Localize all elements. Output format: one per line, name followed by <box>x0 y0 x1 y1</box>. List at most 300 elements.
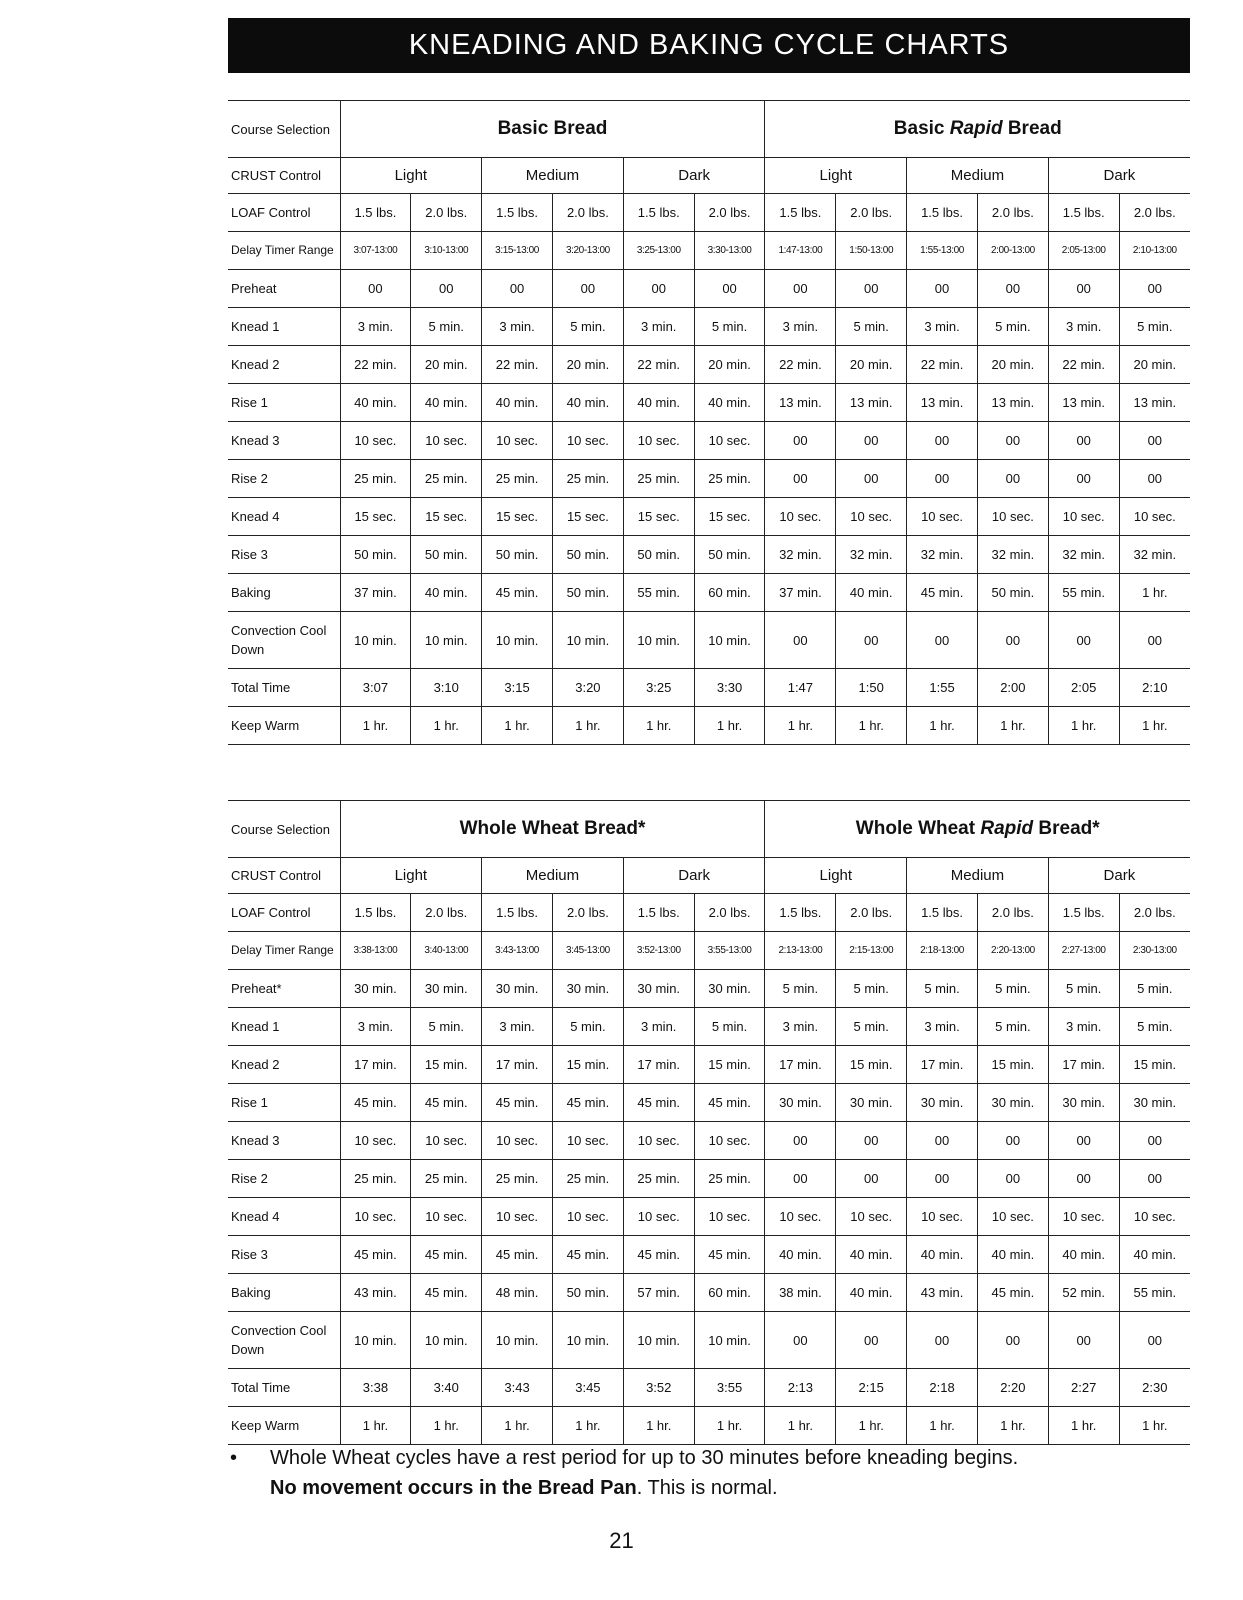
table-cell: 40 min. <box>977 1236 1048 1274</box>
rise3-row <box>228 1236 1190 1274</box>
table-cell: 00 <box>907 1160 978 1198</box>
bullet-glyph: • <box>230 1447 238 1469</box>
table-cell: 10 sec. <box>836 498 907 536</box>
loaf-size-cell: 1.5 lbs. <box>765 194 836 232</box>
table-cell: 5 min. <box>836 308 907 346</box>
table-cell: 00 <box>1119 1312 1190 1369</box>
table-cell: 10 sec. <box>694 422 765 460</box>
table-cell: 10 sec. <box>340 422 411 460</box>
table-cell: 45 min. <box>552 1084 623 1122</box>
table-cell: 50 min. <box>552 1274 623 1312</box>
table-cell: 10 sec. <box>340 1122 411 1160</box>
table-cell: 3:38-13:00 <box>340 932 411 970</box>
table-cell: 00 <box>411 270 482 308</box>
table-cell: 2:05-13:00 <box>1048 232 1119 270</box>
table-cell: 10 min. <box>411 1312 482 1369</box>
table-cell: 40 min. <box>907 1236 978 1274</box>
loaf-size-cell: 1.5 lbs. <box>340 194 411 232</box>
table-cell: 3 min. <box>340 308 411 346</box>
table-cell: 45 min. <box>411 1236 482 1274</box>
table-cell: 10 sec. <box>907 498 978 536</box>
table-cell: 30 min. <box>907 1084 978 1122</box>
baking-row <box>228 1274 1190 1312</box>
table-cell: 60 min. <box>694 1274 765 1312</box>
note-line-2-rest: . This is normal. <box>636 1477 778 1499</box>
table-cell: 10 sec. <box>552 1198 623 1236</box>
table-cell: 30 min. <box>482 970 553 1008</box>
cool-row <box>228 612 1190 669</box>
table-cell: 1:47 <box>765 669 836 707</box>
table-cell: 15 min. <box>552 1046 623 1084</box>
table-cell: 00 <box>836 612 907 669</box>
table-cell: 3 min. <box>765 1008 836 1046</box>
table-cell: 2:15 <box>836 1369 907 1407</box>
delay-row <box>228 232 1190 270</box>
table-cell: 3:45 <box>552 1369 623 1407</box>
rise3-label: Rise 3 <box>228 1236 340 1274</box>
total-row <box>228 669 1190 707</box>
table-cell: 43 min. <box>907 1274 978 1312</box>
table-cell: 25 min. <box>340 460 411 498</box>
table-cell: 00 <box>977 1312 1048 1369</box>
table-cell: 00 <box>836 460 907 498</box>
table-cell: 45 min. <box>623 1236 694 1274</box>
loaf-control-label: LOAF Control <box>228 194 340 232</box>
table-cell: 1 hr. <box>482 707 553 745</box>
total-label: Total Time <box>228 669 340 707</box>
table-cell: 22 min. <box>623 346 694 384</box>
table-cell: 45 min. <box>411 1084 482 1122</box>
table-cell: 45 min. <box>694 1084 765 1122</box>
table-cell: 00 <box>1048 1160 1119 1198</box>
table-cell: 2:27-13:00 <box>1048 932 1119 970</box>
warm-label: Keep Warm <box>228 1407 340 1445</box>
table-cell: 10 sec. <box>623 1198 694 1236</box>
table-cell: 25 min. <box>623 1160 694 1198</box>
table-cell: 00 <box>977 612 1048 669</box>
bread-type-name: Whole Wheat Bread* <box>459 818 646 839</box>
table-cell: 20 min. <box>836 346 907 384</box>
table-cell: 1:50 <box>836 669 907 707</box>
table-cell: 13 min. <box>1048 384 1119 422</box>
table-cell: 10 min. <box>340 612 411 669</box>
table-cell: 40 min. <box>836 1274 907 1312</box>
baking-row <box>228 574 1190 612</box>
table-cell: 00 <box>977 270 1048 308</box>
table-cell: 1 hr. <box>552 1407 623 1445</box>
loaf-size-cell: 2.0 lbs. <box>836 894 907 932</box>
baking-label: Baking <box>228 1274 340 1312</box>
bread-type-emphasis: Rapid <box>949 118 1003 139</box>
table-cell: 2:10-13:00 <box>1119 232 1190 270</box>
table-cell: 38 min. <box>765 1274 836 1312</box>
table-cell: 00 <box>1048 1122 1119 1160</box>
table-cell: 1:50-13:00 <box>836 232 907 270</box>
table-cell: 00 <box>552 270 623 308</box>
table-cell: 17 min. <box>765 1046 836 1084</box>
table-cell: 32 min. <box>907 536 978 574</box>
table-cell: 3:52-13:00 <box>623 932 694 970</box>
crust-control-label: CRUST Control <box>228 158 340 194</box>
rise2-label: Rise 2 <box>228 460 340 498</box>
loaf-size-cell: 1.5 lbs. <box>907 894 978 932</box>
table-cell: 10 min. <box>623 612 694 669</box>
loaf-control-row <box>228 194 1190 232</box>
table-cell: 3 min. <box>340 1008 411 1046</box>
rise1-label: Rise 1 <box>228 384 340 422</box>
bread-type-header <box>765 101 1190 158</box>
table-cell: 30 min. <box>623 970 694 1008</box>
table-cell: 40 min. <box>836 1236 907 1274</box>
crust-level-cell: Dark <box>1048 158 1190 194</box>
table-cell: 13 min. <box>836 384 907 422</box>
table-cell: 00 <box>1048 460 1119 498</box>
table-cell: 00 <box>1048 1312 1119 1369</box>
bread-type-name: Basic Bread <box>497 118 608 139</box>
table-cell: 17 min. <box>907 1046 978 1084</box>
table-cell: 1 hr. <box>765 1407 836 1445</box>
table-cell: 1 hr. <box>1048 707 1119 745</box>
table-cell: 52 min. <box>1048 1274 1119 1312</box>
table-cell: 50 min. <box>411 536 482 574</box>
table-cell: 32 min. <box>977 536 1048 574</box>
table-cell: 10 sec. <box>1048 1198 1119 1236</box>
table-cell: 55 min. <box>1048 574 1119 612</box>
table-cell: 32 min. <box>836 536 907 574</box>
table-cell: 10 sec. <box>552 1122 623 1160</box>
table-cell: 3:30 <box>694 669 765 707</box>
table-cell: 00 <box>765 270 836 308</box>
table-cell: 20 min. <box>552 346 623 384</box>
loaf-size-cell: 1.5 lbs. <box>482 194 553 232</box>
table-cell: 00 <box>623 270 694 308</box>
table-cell: 1 hr. <box>482 1407 553 1445</box>
table-cell: 3 min. <box>482 308 553 346</box>
table-cell: 00 <box>765 460 836 498</box>
table-cell: 1 hr. <box>765 707 836 745</box>
table-cell: 25 min. <box>623 460 694 498</box>
crust-level-cell: Dark <box>623 858 765 894</box>
table-cell: 40 min. <box>340 384 411 422</box>
table-cell: 00 <box>1119 460 1190 498</box>
baking-label: Baking <box>228 574 340 612</box>
table-cell: 10 min. <box>552 1312 623 1369</box>
table-cell: 20 min. <box>1119 346 1190 384</box>
table-cell: 40 min. <box>411 384 482 422</box>
table-cell: 32 min. <box>1119 536 1190 574</box>
table-cell: 15 sec. <box>623 498 694 536</box>
basic-bread-cycle-table <box>228 100 1190 745</box>
table-cell: 50 min. <box>623 536 694 574</box>
cool-label: Convection Cool Down <box>228 612 340 669</box>
table-cell: 25 min. <box>411 460 482 498</box>
table-cell: 10 sec. <box>1048 498 1119 536</box>
table-cell: 5 min. <box>552 1008 623 1046</box>
table-cell: 5 min. <box>977 970 1048 1008</box>
table-cell: 5 min. <box>694 1008 765 1046</box>
table-cell: 10 sec. <box>411 422 482 460</box>
table-cell: 1 hr. <box>694 707 765 745</box>
table-cell: 25 min. <box>482 460 553 498</box>
table-cell: 48 min. <box>482 1274 553 1312</box>
table-cell: 22 min. <box>482 346 553 384</box>
bread-type-suffix: Bread <box>1002 118 1062 139</box>
page-number: 21 <box>609 1528 634 1553</box>
knead2-label: Knead 2 <box>228 346 340 384</box>
table-cell: 2:20 <box>977 1369 1048 1407</box>
rise2-label: Rise 2 <box>228 1160 340 1198</box>
table-cell: 3 min. <box>623 1008 694 1046</box>
table-cell: 3:20 <box>552 669 623 707</box>
table-cell: 10 sec. <box>765 1198 836 1236</box>
table-cell: 10 sec. <box>694 1122 765 1160</box>
loaf-size-cell: 1.5 lbs. <box>482 894 553 932</box>
whole-wheat-note <box>230 1443 1220 1503</box>
table-cell: 3 min. <box>1048 308 1119 346</box>
loaf-size-cell: 2.0 lbs. <box>694 894 765 932</box>
table-cell: 5 min. <box>1119 1008 1190 1046</box>
table-cell: 1 hr. <box>623 707 694 745</box>
table-cell: 37 min. <box>765 574 836 612</box>
table-cell: 30 min. <box>1048 1084 1119 1122</box>
table-cell: 00 <box>836 1122 907 1160</box>
table-cell: 5 min. <box>1048 970 1119 1008</box>
table-cell: 00 <box>907 460 978 498</box>
bread-type-header <box>340 801 765 858</box>
loaf-size-cell: 2.0 lbs. <box>552 194 623 232</box>
course-selection-label: Course Selection <box>228 101 340 158</box>
table-cell: 10 sec. <box>694 1198 765 1236</box>
table-cell: 3:43 <box>482 1369 553 1407</box>
table-cell: 5 min. <box>552 308 623 346</box>
loaf-size-cell: 2.0 lbs. <box>977 894 1048 932</box>
table-cell: 00 <box>340 270 411 308</box>
table-cell: 22 min. <box>907 346 978 384</box>
table-cell: 3 min. <box>907 1008 978 1046</box>
table-cell: 1:55-13:00 <box>907 232 978 270</box>
table-cell: 50 min. <box>340 536 411 574</box>
table-cell: 55 min. <box>623 574 694 612</box>
table-cell: 1:47-13:00 <box>765 232 836 270</box>
table-cell: 3:07 <box>340 669 411 707</box>
preheat-label: Preheat <box>228 270 340 308</box>
total-label: Total Time <box>228 1369 340 1407</box>
loaf-size-cell: 2.0 lbs. <box>1119 194 1190 232</box>
table-cell: 00 <box>907 1312 978 1369</box>
delay-row <box>228 932 1190 970</box>
table-cell: 3:55-13:00 <box>694 932 765 970</box>
loaf-size-cell: 2.0 lbs. <box>836 194 907 232</box>
table-cell: 10 sec. <box>482 1198 553 1236</box>
crust-level-cell: Medium <box>482 158 624 194</box>
table-cell: 00 <box>1119 270 1190 308</box>
table-cell: 10 min. <box>482 612 553 669</box>
loaf-size-cell: 1.5 lbs. <box>340 894 411 932</box>
crust-level-cell: Light <box>765 158 907 194</box>
table-cell: 00 <box>1048 270 1119 308</box>
table-cell: 10 sec. <box>1119 1198 1190 1236</box>
table-cell: 10 sec. <box>482 1122 553 1160</box>
table-cell: 5 min. <box>765 970 836 1008</box>
bread-type-name: Whole Wheat <box>855 818 981 839</box>
table-cell: 37 min. <box>340 574 411 612</box>
preheat-row <box>228 270 1190 308</box>
table-cell: 10 sec. <box>977 498 1048 536</box>
preheat-label: Preheat* <box>228 970 340 1008</box>
warm-row <box>228 1407 1190 1445</box>
knead4-label: Knead 4 <box>228 498 340 536</box>
table-cell: 10 min. <box>694 612 765 669</box>
course-selection-label: Course Selection <box>228 801 340 858</box>
table-cell: 1 hr. <box>836 707 907 745</box>
table-cell: 5 min. <box>1119 970 1190 1008</box>
table-cell: 10 min. <box>340 1312 411 1369</box>
table-cell: 10 sec. <box>977 1198 1048 1236</box>
rise3-label: Rise 3 <box>228 536 340 574</box>
table-cell: 10 min. <box>552 612 623 669</box>
rise3-row <box>228 536 1190 574</box>
table-cell: 25 min. <box>340 1160 411 1198</box>
table-cell: 17 min. <box>340 1046 411 1084</box>
table-cell: 45 min. <box>482 1236 553 1274</box>
bread-type-header <box>765 801 1190 858</box>
table-cell: 17 min. <box>1048 1046 1119 1084</box>
table-cell: 32 min. <box>1048 536 1119 574</box>
table-cell: 22 min. <box>1048 346 1119 384</box>
table-cell: 3:25 <box>623 669 694 707</box>
table-cell: 1 hr. <box>694 1407 765 1445</box>
table-cell: 2:20-13:00 <box>977 932 1048 970</box>
table-cell: 10 min. <box>694 1312 765 1369</box>
loaf-size-cell: 2.0 lbs. <box>411 194 482 232</box>
table-cell: 3:55 <box>694 1369 765 1407</box>
table-cell: 20 min. <box>411 346 482 384</box>
table-cell: 1 hr. <box>340 707 411 745</box>
table-cell: 10 sec. <box>552 422 623 460</box>
table-cell: 40 min. <box>1048 1236 1119 1274</box>
table-cell: 45 min. <box>482 574 553 612</box>
table-cell: 17 min. <box>623 1046 694 1084</box>
loaf-size-cell: 2.0 lbs. <box>694 194 765 232</box>
table-cell: 00 <box>1119 1122 1190 1160</box>
cool-row <box>228 1312 1190 1369</box>
table-cell: 15 min. <box>836 1046 907 1084</box>
knead4-row <box>228 1198 1190 1236</box>
table-cell: 2:18-13:00 <box>907 932 978 970</box>
table-cell: 15 sec. <box>411 498 482 536</box>
knead2-label: Knead 2 <box>228 1046 340 1084</box>
table-cell: 1 hr. <box>411 1407 482 1445</box>
knead3-label: Knead 3 <box>228 1122 340 1160</box>
knead1-label: Knead 1 <box>228 1008 340 1046</box>
table-cell: 00 <box>1119 612 1190 669</box>
table-cell: 00 <box>1119 422 1190 460</box>
table-cell: 10 sec. <box>482 422 553 460</box>
table-cell: 00 <box>977 1160 1048 1198</box>
table-cell: 20 min. <box>977 346 1048 384</box>
table-cell: 00 <box>836 422 907 460</box>
table-cell: 1 hr. <box>977 1407 1048 1445</box>
table-cell: 15 min. <box>694 1046 765 1084</box>
table-cell: 30 min. <box>765 1084 836 1122</box>
table-cell: 55 min. <box>1119 1274 1190 1312</box>
crust-level-cell: Medium <box>482 858 624 894</box>
crust-level-cell: Light <box>765 858 907 894</box>
delay-label: Delay Timer Range <box>228 232 340 270</box>
table-cell: 5 min. <box>411 1008 482 1046</box>
table-cell: 45 min. <box>340 1236 411 1274</box>
table-cell: 1 hr. <box>977 707 1048 745</box>
table-cell: 00 <box>765 422 836 460</box>
table-cell: 1 hr. <box>411 707 482 745</box>
knead3-row <box>228 422 1190 460</box>
table-cell: 50 min. <box>694 536 765 574</box>
table-cell: 3:45-13:00 <box>552 932 623 970</box>
table-cell: 2:30-13:00 <box>1119 932 1190 970</box>
table-cell: 00 <box>977 460 1048 498</box>
table-cell: 2:10 <box>1119 669 1190 707</box>
table-cell: 5 min. <box>907 970 978 1008</box>
table-cell: 22 min. <box>340 346 411 384</box>
table-cell: 40 min. <box>836 574 907 612</box>
table-cell: 5 min. <box>411 308 482 346</box>
table-cell: 45 min. <box>482 1084 553 1122</box>
table-cell: 60 min. <box>694 574 765 612</box>
table-cell: 3:07-13:00 <box>340 232 411 270</box>
table-cell: 15 min. <box>1119 1046 1190 1084</box>
crust-level-cell: Medium <box>907 858 1049 894</box>
note-line-2 <box>270 1473 1220 1503</box>
table-cell: 25 min. <box>482 1160 553 1198</box>
table-cell: 30 min. <box>836 1084 907 1122</box>
bread-type-name: Basic <box>893 118 950 139</box>
table-cell: 1 hr. <box>836 1407 907 1445</box>
loaf-control-row <box>228 894 1190 932</box>
table-cell: 00 <box>836 270 907 308</box>
table-cell: 25 min. <box>552 1160 623 1198</box>
table-cell: 30 min. <box>694 970 765 1008</box>
cycle-table <box>228 800 1190 1445</box>
table-cell: 22 min. <box>765 346 836 384</box>
table-cell: 00 <box>907 1122 978 1160</box>
table-cell: 25 min. <box>552 460 623 498</box>
table-cell: 45 min. <box>907 574 978 612</box>
knead3-row <box>228 1122 1190 1160</box>
table-cell: 15 sec. <box>482 498 553 536</box>
table-cell: 00 <box>977 422 1048 460</box>
table-cell: 10 min. <box>482 1312 553 1369</box>
crust-level-cell: Dark <box>1048 858 1190 894</box>
crust-level-cell: Medium <box>907 158 1049 194</box>
knead3-label: Knead 3 <box>228 422 340 460</box>
table-cell: 40 min. <box>1119 1236 1190 1274</box>
table-cell: 15 sec. <box>694 498 765 536</box>
knead1-label: Knead 1 <box>228 308 340 346</box>
cool-label: Convection Cool Down <box>228 1312 340 1369</box>
table-cell: 10 sec. <box>836 1198 907 1236</box>
table-cell: 43 min. <box>340 1274 411 1312</box>
table-cell: 30 min. <box>1119 1084 1190 1122</box>
table-cell: 2:05 <box>1048 669 1119 707</box>
table-cell: 30 min. <box>552 970 623 1008</box>
knead1-row <box>228 308 1190 346</box>
table-cell: 3:30-13:00 <box>694 232 765 270</box>
table-cell: 40 min. <box>482 384 553 422</box>
loaf-size-cell: 1.5 lbs. <box>1048 194 1119 232</box>
knead2-row <box>228 346 1190 384</box>
table-cell: 10 min. <box>623 1312 694 1369</box>
table-cell: 5 min. <box>1119 308 1190 346</box>
